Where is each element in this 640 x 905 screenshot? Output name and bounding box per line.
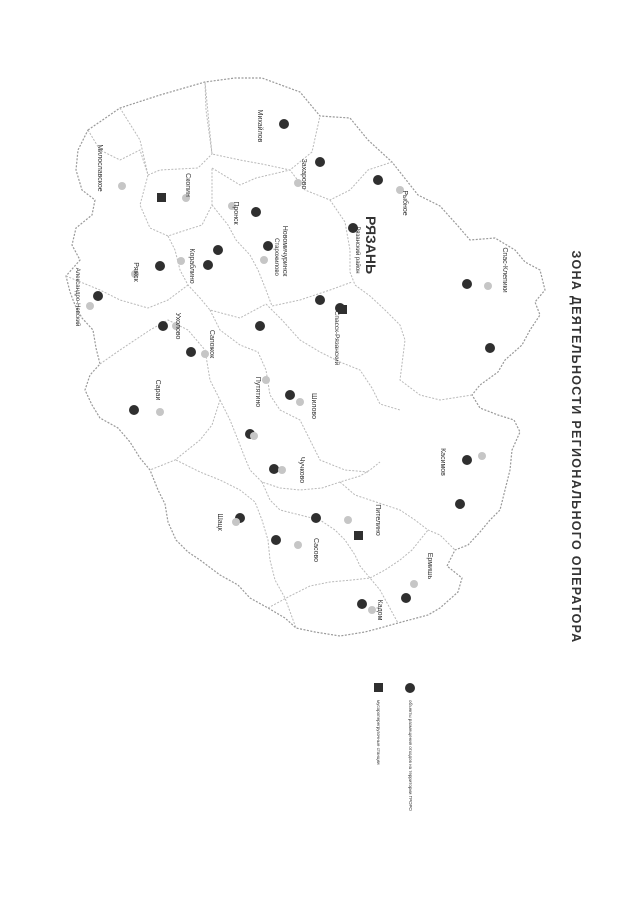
district-label: Кадом [376, 599, 383, 621]
district-label: Пронск [232, 201, 239, 225]
district-label: Рязанский район [354, 226, 360, 274]
dark-marker [315, 157, 325, 167]
dark-marker [462, 455, 472, 465]
district-label: Касимов [439, 448, 446, 476]
light-marker [294, 541, 302, 549]
district-label: Шилово [310, 393, 317, 419]
dark-marker [462, 279, 472, 289]
dark-marker [255, 321, 265, 331]
district-labels [74, 110, 508, 621]
dark-marker [271, 535, 281, 545]
dark-marker [401, 593, 411, 603]
light-marker [177, 257, 185, 265]
light-marker [86, 302, 94, 310]
district-label: Путятино [254, 376, 261, 408]
district-label: Кораблино [188, 248, 195, 284]
district-label: Милославское [96, 144, 103, 192]
district-label: Новомичуринск [281, 225, 288, 277]
light-marker [296, 398, 304, 406]
dark-marker [263, 241, 273, 251]
district-label: Ермишь [426, 552, 433, 580]
dark-marker [285, 390, 295, 400]
light-marker [478, 452, 486, 460]
city-label: РЯЗАНЬ [363, 215, 379, 275]
district-label: Скопин [184, 173, 191, 197]
district-label: Спас-Клепики [501, 247, 508, 293]
district-label: Пителино [374, 504, 381, 536]
district-label: Рыбное [401, 190, 408, 216]
district-label: Захаровo [300, 158, 307, 190]
light-marker [156, 408, 164, 416]
district-label: Шацк [216, 513, 223, 531]
dark-marker [129, 405, 139, 415]
district-label: Чучково [298, 456, 305, 484]
site-markers [86, 119, 495, 614]
dark-dot-icon [405, 683, 415, 693]
district-label: Сапожок [208, 329, 215, 359]
dark-marker [93, 291, 103, 301]
light-marker [118, 182, 126, 190]
map-title: ЗОНА ДЕЯТЕЛЬНОСТИ РЕГИОНАЛЬНОГО ОПЕРАТОРА [569, 250, 583, 644]
dark-marker [279, 119, 289, 129]
light-marker [278, 466, 286, 474]
light-marker [368, 606, 376, 614]
square-marker [354, 531, 363, 540]
dark-marker [269, 464, 279, 474]
dark-marker [158, 321, 168, 331]
legend-label: объекты размещения отходов на территории ГРОРО [408, 700, 413, 811]
district-label: Сараи [154, 379, 161, 401]
square-marker [157, 193, 166, 202]
district-label: Старожилово [273, 238, 279, 276]
dark-marker [455, 499, 465, 509]
district-label: Александро-Невский [74, 267, 80, 327]
dark-marker [186, 347, 196, 357]
light-marker [262, 376, 270, 384]
light-marker [344, 516, 352, 524]
light-marker [232, 518, 240, 526]
district-label: Ухолово [174, 312, 181, 340]
dark-marker [213, 245, 223, 255]
dark-marker [203, 260, 213, 270]
dark-marker [357, 599, 367, 609]
dark-square-icon [374, 683, 383, 692]
light-marker [250, 432, 258, 440]
district-label: Михайлов [256, 109, 263, 143]
light-marker [484, 282, 492, 290]
dark-marker [311, 513, 321, 523]
dark-marker [155, 261, 165, 271]
light-marker [410, 580, 418, 588]
dark-marker [373, 175, 383, 185]
legend [374, 683, 415, 811]
district-label: Ряжск [132, 262, 139, 282]
district-label: Спасск-Рязанский [333, 310, 340, 366]
dark-marker [315, 295, 325, 305]
light-marker [201, 350, 209, 358]
light-marker [260, 256, 268, 264]
legend-label: мусороперегрузочные станции [376, 700, 381, 765]
dark-marker [251, 207, 261, 217]
district-label: Сасово [312, 537, 319, 563]
dark-marker [485, 343, 495, 353]
